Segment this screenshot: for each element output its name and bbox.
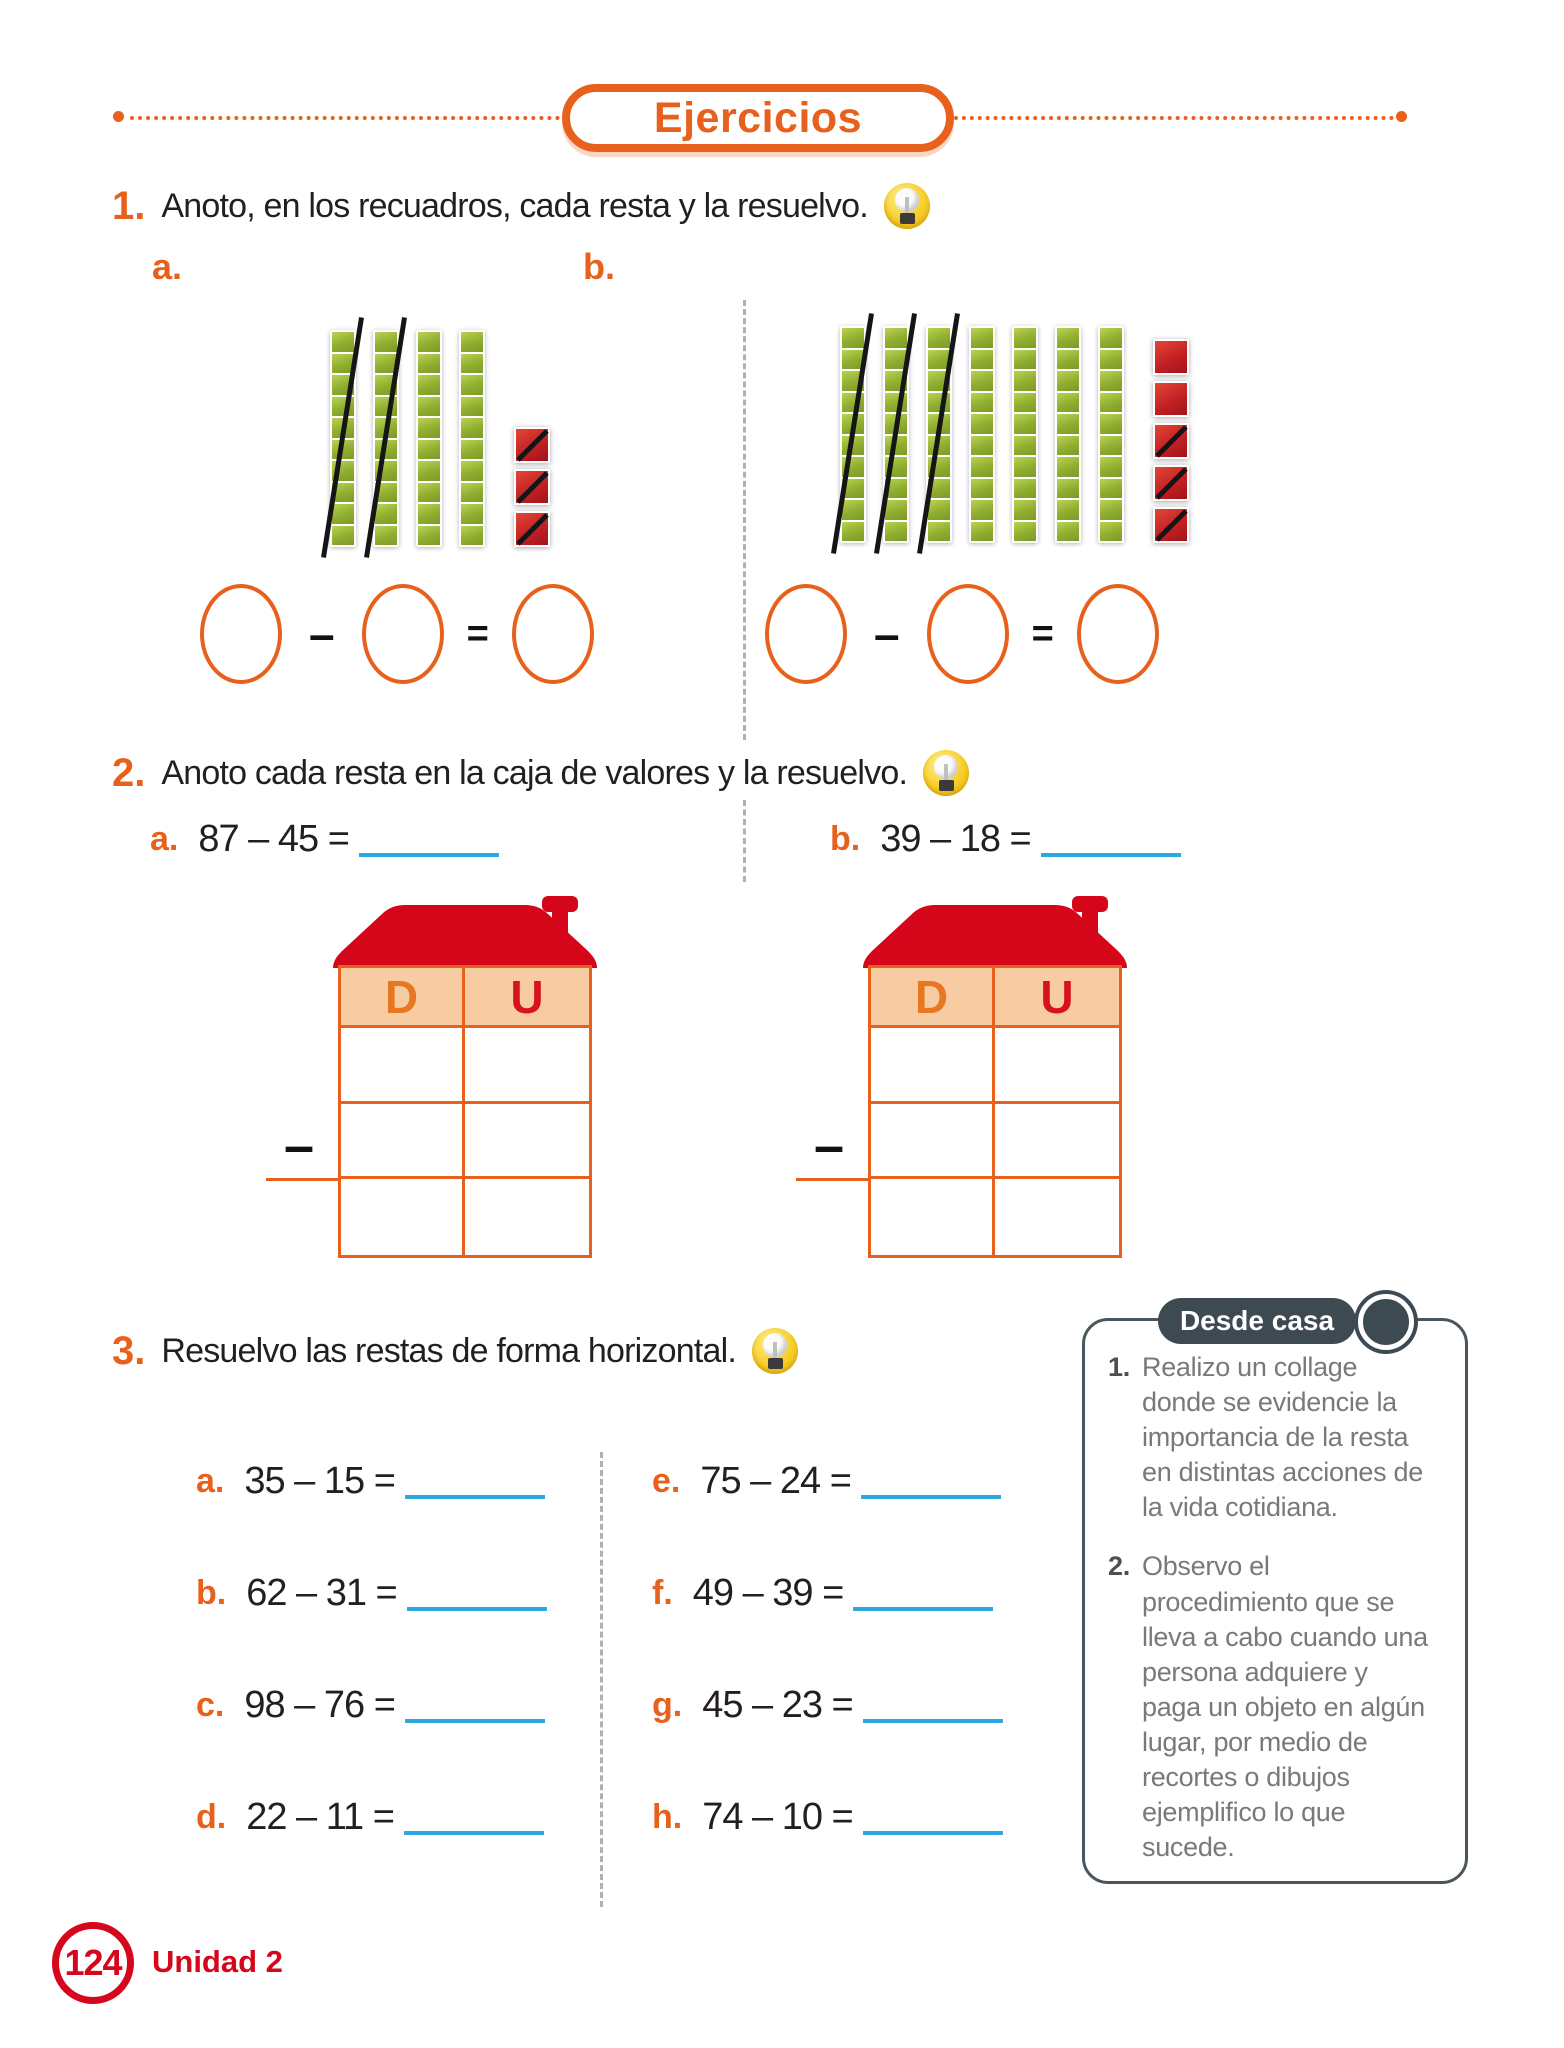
dotted-divider-line [130, 116, 560, 120]
green-cube [971, 436, 993, 456]
unit-label: Unidad 2 [152, 1944, 283, 1979]
exercise3-heading [112, 1328, 798, 1374]
result-line [266, 1178, 340, 1181]
table-cell[interactable] [871, 1179, 995, 1255]
green-cube [885, 500, 907, 520]
green-cube [418, 332, 440, 352]
cross-out-mark [516, 430, 548, 462]
bulb-base [768, 1358, 783, 1369]
green-cube [461, 461, 483, 481]
exercise3-item-g [652, 1684, 1003, 1727]
subtraction-expression: 22 – 11 = [246, 1796, 394, 1838]
green-cube [1014, 328, 1036, 348]
green-cube [971, 414, 993, 434]
desde-casa-header [1158, 1298, 1356, 1344]
subtraction-expression: 75 – 24 = [700, 1460, 851, 1502]
green-cube [1100, 436, 1122, 456]
answer-circle[interactable] [765, 584, 847, 684]
item-label: c. [196, 1686, 225, 1724]
answer-circle[interactable] [1077, 584, 1159, 684]
exercise3-number: 3. [112, 1328, 146, 1373]
ones-cube [1153, 465, 1189, 501]
green-cube [461, 332, 483, 352]
cross-out-mark [516, 472, 548, 504]
exercise1-item-a-label: a. [152, 246, 183, 287]
page-number-badge [52, 1922, 134, 2004]
green-cube [418, 461, 440, 481]
item-label: a. [150, 820, 179, 858]
item-label: h. [652, 1798, 683, 1836]
bulb-glass [934, 755, 958, 779]
table-cell[interactable] [995, 1179, 1119, 1255]
exercise2-item-a [150, 818, 499, 861]
green-cube [461, 375, 483, 395]
green-cube [1057, 414, 1079, 434]
green-cube [971, 479, 993, 499]
green-cube [1057, 350, 1079, 370]
item-text: Observo el procedimiento que se lleva a cabo cuando una persona adquiere y paga un objeto en algún lugar, por medio de recortes o dibujos ejemplifico lo que sucede. [1142, 1551, 1428, 1863]
page-number: 124 [64, 1942, 122, 1983]
green-cube [1100, 500, 1122, 520]
equals-sign: = [1031, 612, 1054, 655]
minus-sign: – [309, 608, 335, 660]
green-cube [1057, 436, 1079, 456]
green-cube [332, 526, 354, 546]
cross-out-mark [1155, 510, 1187, 542]
exercise3-item-f [652, 1572, 993, 1615]
bulb-base [900, 213, 915, 224]
table-cell[interactable] [871, 1104, 995, 1180]
table-cell[interactable] [465, 1104, 589, 1180]
answer-line[interactable] [405, 1719, 545, 1723]
green-cube [971, 522, 993, 542]
green-cube [1014, 500, 1036, 520]
green-cube [971, 457, 993, 477]
green-cube [1014, 479, 1036, 499]
green-cube [418, 375, 440, 395]
item-label: a. [196, 1462, 225, 1500]
green-cube [842, 522, 864, 542]
tens-column-header: D [871, 968, 995, 1028]
green-cube [1057, 371, 1079, 391]
tens-rod [840, 326, 866, 543]
base-ten-blocks-a [330, 330, 550, 547]
green-cube [418, 526, 440, 546]
table-cell[interactable] [341, 1179, 465, 1255]
minus-sign: – [284, 1116, 315, 1176]
subtraction-expression: 35 – 15 = [244, 1460, 395, 1502]
lightbulb-icon [923, 750, 969, 796]
answer-line[interactable] [863, 1719, 1003, 1723]
exercise3-item-d [196, 1796, 544, 1839]
ones-cube [514, 469, 550, 505]
green-cube [928, 522, 950, 542]
page-title: Ejercicios [653, 93, 863, 142]
section-divider [600, 1452, 603, 1907]
ones-cube [1153, 381, 1189, 417]
tens-rod [330, 330, 356, 547]
subtraction-expression: 49 – 39 = [692, 1572, 844, 1614]
item-label: b. [830, 820, 861, 858]
green-cube [1100, 522, 1122, 542]
lightbulb-icon [752, 1328, 798, 1374]
green-cube [375, 504, 397, 524]
item-label: d. [196, 1798, 227, 1836]
exercise1-heading [112, 183, 930, 229]
green-cube [1057, 457, 1079, 477]
cross-out-mark [1155, 468, 1187, 500]
green-cube [1014, 350, 1036, 370]
ones-column-header: U [995, 968, 1119, 1028]
table-cell[interactable] [341, 1028, 465, 1104]
green-cube [461, 440, 483, 460]
green-cube [1014, 522, 1036, 542]
tens-rod [926, 326, 952, 543]
green-cube [1057, 500, 1079, 520]
minus-sign: – [814, 1116, 845, 1176]
tens-rod [1012, 326, 1038, 543]
answer-circle[interactable] [512, 584, 594, 684]
bulb-base [939, 780, 954, 791]
green-cube [1100, 457, 1122, 477]
item-number: 2. [1108, 1551, 1130, 1582]
desde-casa-title: Desde casa [1179, 1305, 1335, 1336]
ones-cube [1153, 423, 1189, 459]
table-cell[interactable] [341, 1104, 465, 1180]
ones-column-header: U [465, 968, 589, 1028]
green-cube [375, 332, 397, 352]
dotted-line-end-dot [113, 111, 124, 122]
answer-circle[interactable] [200, 584, 282, 684]
exercise3-item-h [652, 1796, 1003, 1839]
answer-line[interactable] [407, 1607, 547, 1611]
answer-circle[interactable] [927, 584, 1009, 684]
item-label: g. [652, 1686, 683, 1724]
green-cube [1014, 393, 1036, 413]
green-cube [885, 328, 907, 348]
green-cube [461, 418, 483, 438]
equation-row-b [765, 584, 1159, 684]
value-box-house-b [792, 890, 1137, 1270]
ones-column [1153, 339, 1189, 543]
subtraction-expression: 87 – 45 = [198, 818, 349, 860]
circle-badge-icon [1358, 1294, 1414, 1350]
section-divider [743, 800, 746, 882]
answer-circle[interactable] [362, 584, 444, 684]
subtraction-expression: 98 – 76 = [244, 1684, 395, 1726]
dotted-divider-line [954, 116, 1394, 120]
exercise1-number: 1. [112, 183, 146, 228]
cross-out-mark [1155, 426, 1187, 458]
green-cube [885, 522, 907, 542]
place-value-table [868, 965, 1122, 1258]
exercise2-heading [112, 750, 969, 796]
section-divider [743, 300, 746, 740]
item-label: f. [652, 1574, 673, 1612]
table-cell[interactable] [465, 1179, 589, 1255]
item-label: b. [196, 1574, 227, 1612]
ones-cube [514, 427, 550, 463]
table-cell[interactable] [995, 1028, 1119, 1104]
tens-rod [416, 330, 442, 547]
ones-cube [1153, 339, 1189, 375]
ones-cube [514, 511, 550, 547]
green-cube [418, 504, 440, 524]
green-cube [1100, 350, 1122, 370]
desde-casa-item-2 [1108, 1549, 1430, 1865]
exercise1-prompt: Anoto, en los recuadros, cada resta y la resuelvo. [161, 186, 868, 225]
green-cube [1014, 436, 1036, 456]
green-cube [928, 328, 950, 348]
green-cube [375, 526, 397, 546]
dotted-line-end-dot [1396, 111, 1407, 122]
exercise2-item-b [830, 818, 1181, 861]
bulb-glass [895, 188, 919, 212]
tens-rod [1098, 326, 1124, 543]
tens-rod [373, 330, 399, 547]
tens-column-header: D [341, 968, 465, 1028]
answer-line[interactable] [861, 1495, 1001, 1499]
desde-casa-items [1108, 1350, 1430, 1889]
base-ten-blocks-b [840, 326, 1189, 543]
green-cube [928, 500, 950, 520]
value-box-house-a [262, 890, 607, 1270]
green-cube [418, 354, 440, 374]
cross-out-mark [516, 514, 548, 546]
green-cube [461, 504, 483, 524]
green-cube [332, 504, 354, 524]
exercise2-number: 2. [112, 750, 146, 795]
green-cube [1100, 371, 1122, 391]
item-text: Realizo un collage donde se evidencie la importancia de la resta en distintas acciones de la vida cotidiana. [1142, 1352, 1423, 1523]
table-cell[interactable] [871, 1028, 995, 1104]
tens-rod [969, 326, 995, 543]
green-cube [1057, 522, 1079, 542]
green-cube [842, 328, 864, 348]
green-cube [971, 328, 993, 348]
exercise1-item-b-label: b. [583, 246, 615, 287]
answer-line[interactable] [405, 1495, 545, 1499]
green-cube [461, 397, 483, 417]
green-cube [1057, 393, 1079, 413]
green-cube [461, 526, 483, 546]
green-cube [1014, 414, 1036, 434]
table-cell[interactable] [465, 1028, 589, 1104]
item-number: 1. [1108, 1352, 1130, 1382]
desde-casa-item-1 [1108, 1350, 1430, 1525]
exercise3-item-a [196, 1460, 545, 1503]
table-cell[interactable] [995, 1104, 1119, 1180]
green-cube [1100, 479, 1122, 499]
bulb-glass [763, 1333, 787, 1357]
green-cube [1014, 457, 1036, 477]
green-cube [842, 500, 864, 520]
green-cube [1057, 328, 1079, 348]
green-cube [971, 371, 993, 391]
answer-line[interactable] [863, 1831, 1003, 1835]
subtraction-expression: 74 – 10 = [702, 1796, 853, 1838]
green-cube [1057, 479, 1079, 499]
house-roof [860, 896, 1130, 968]
green-cube [971, 350, 993, 370]
minus-sign: – [874, 608, 900, 660]
green-cube [971, 393, 993, 413]
green-cube [1100, 328, 1122, 348]
green-cube [418, 418, 440, 438]
exercise3-prompt: Resuelvo las restas de forma horizontal. [161, 1331, 736, 1370]
green-cube [332, 332, 354, 352]
lightbulb-icon [884, 183, 930, 229]
subtraction-expression: 62 – 31 = [246, 1572, 397, 1614]
house-roof [330, 896, 600, 968]
page-title-pill [562, 84, 954, 152]
green-cube [461, 354, 483, 374]
place-value-table [338, 965, 592, 1258]
exercise3-item-e [652, 1460, 1001, 1503]
equals-sign: = [466, 612, 489, 655]
tens-rod [1055, 326, 1081, 543]
result-line [796, 1178, 870, 1181]
ones-cube [1153, 507, 1189, 543]
exercise2-prompt: Anoto cada resta en la caja de valores y la resuelvo. [161, 753, 908, 792]
green-cube [1100, 414, 1122, 434]
green-cube [1014, 371, 1036, 391]
answer-line[interactable] [1041, 853, 1181, 857]
answer-line[interactable] [404, 1831, 544, 1835]
green-cube [461, 483, 483, 503]
tens-rod [883, 326, 909, 543]
answer-line[interactable] [853, 1607, 993, 1611]
green-cube [1100, 393, 1122, 413]
ones-column [514, 427, 550, 547]
subtraction-expression: 39 – 18 = [880, 818, 1031, 860]
tens-rod [459, 330, 485, 547]
answer-line[interactable] [359, 853, 499, 857]
item-label: e. [652, 1462, 681, 1500]
green-cube [418, 397, 440, 417]
green-cube [418, 440, 440, 460]
green-cube [971, 500, 993, 520]
green-cube [418, 483, 440, 503]
equation-row-a [200, 584, 594, 684]
subtraction-expression: 45 – 23 = [702, 1684, 853, 1726]
exercise3-item-c [196, 1684, 545, 1727]
exercise3-item-b [196, 1572, 547, 1615]
